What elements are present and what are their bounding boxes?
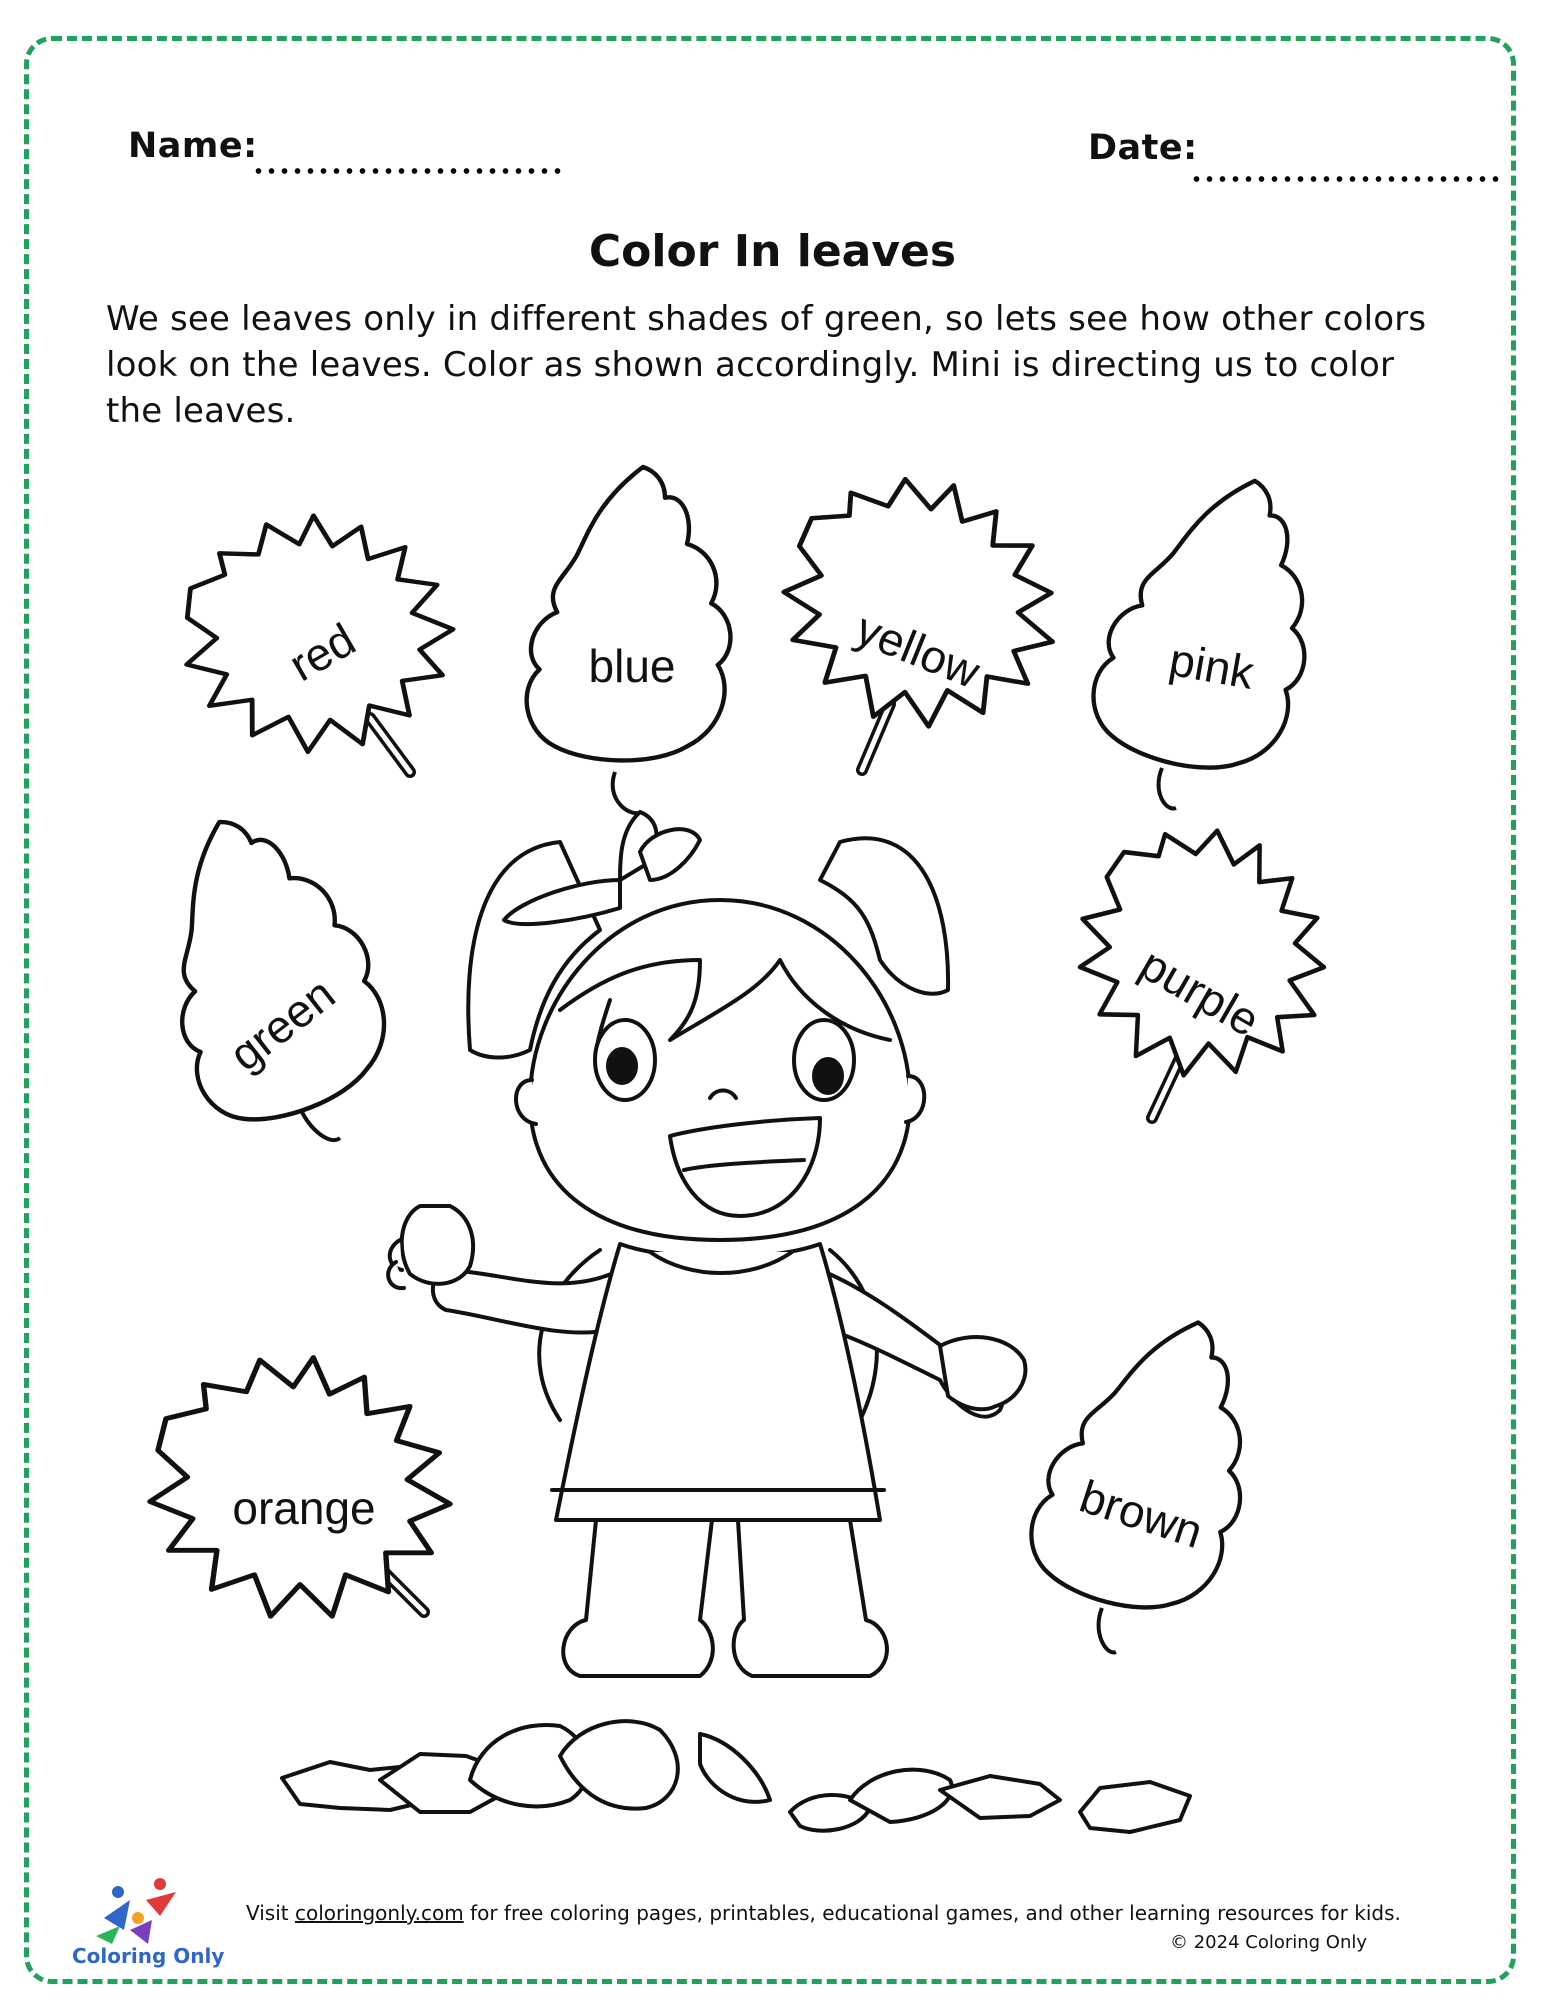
copyright: © 2024 Coloring Only [1170, 1932, 1368, 1953]
leaf-brown [1018, 1295, 1280, 1652]
footer-link[interactable]: coloringonly.com [294, 1901, 464, 1925]
girl-mini [388, 812, 1025, 1676]
leaf-label-purple: purple [1131, 937, 1269, 1047]
page-title: Color In leaves [588, 226, 957, 277]
footer-visit-suffix: for free coloring pages, printables, educational games, and other learning resources for kids. [463, 1901, 1401, 1925]
leaf-blue [527, 467, 731, 813]
instructions: We see leaves only in different shades of green, so lets see how other colors look on the leaves. Color as shown accordingly. Mini is directing us to color the leaves. [106, 299, 1427, 431]
brand-logo-icon [96, 1878, 176, 1944]
footer-text [246, 1898, 1426, 1929]
brand-name: Coloring Only [72, 1944, 225, 1968]
name-label: Name: [128, 126, 258, 166]
leaf-pink [1082, 457, 1339, 808]
leaf-label-orange: orange [232, 1482, 376, 1534]
leaf-label-yellow: yellow [849, 601, 987, 699]
leaf-label-green: green [219, 967, 345, 1081]
leaf-label-blue: blue [588, 640, 676, 692]
date-label: Date: [1088, 128, 1198, 168]
leaf-purple [1042, 794, 1365, 1118]
leaf-pile [282, 1721, 1190, 1832]
leaf-label-pink: pink [1165, 633, 1258, 699]
leaf-green [111, 789, 412, 1142]
leaf-red [169, 499, 468, 772]
leaf-yellow [765, 460, 1076, 770]
leaf-orange [150, 1358, 450, 1617]
leaf-label-red: red [280, 612, 364, 692]
footer-visit-prefix: Visit [246, 1901, 295, 1925]
leaf-label-brown: brown [1073, 1469, 1209, 1558]
